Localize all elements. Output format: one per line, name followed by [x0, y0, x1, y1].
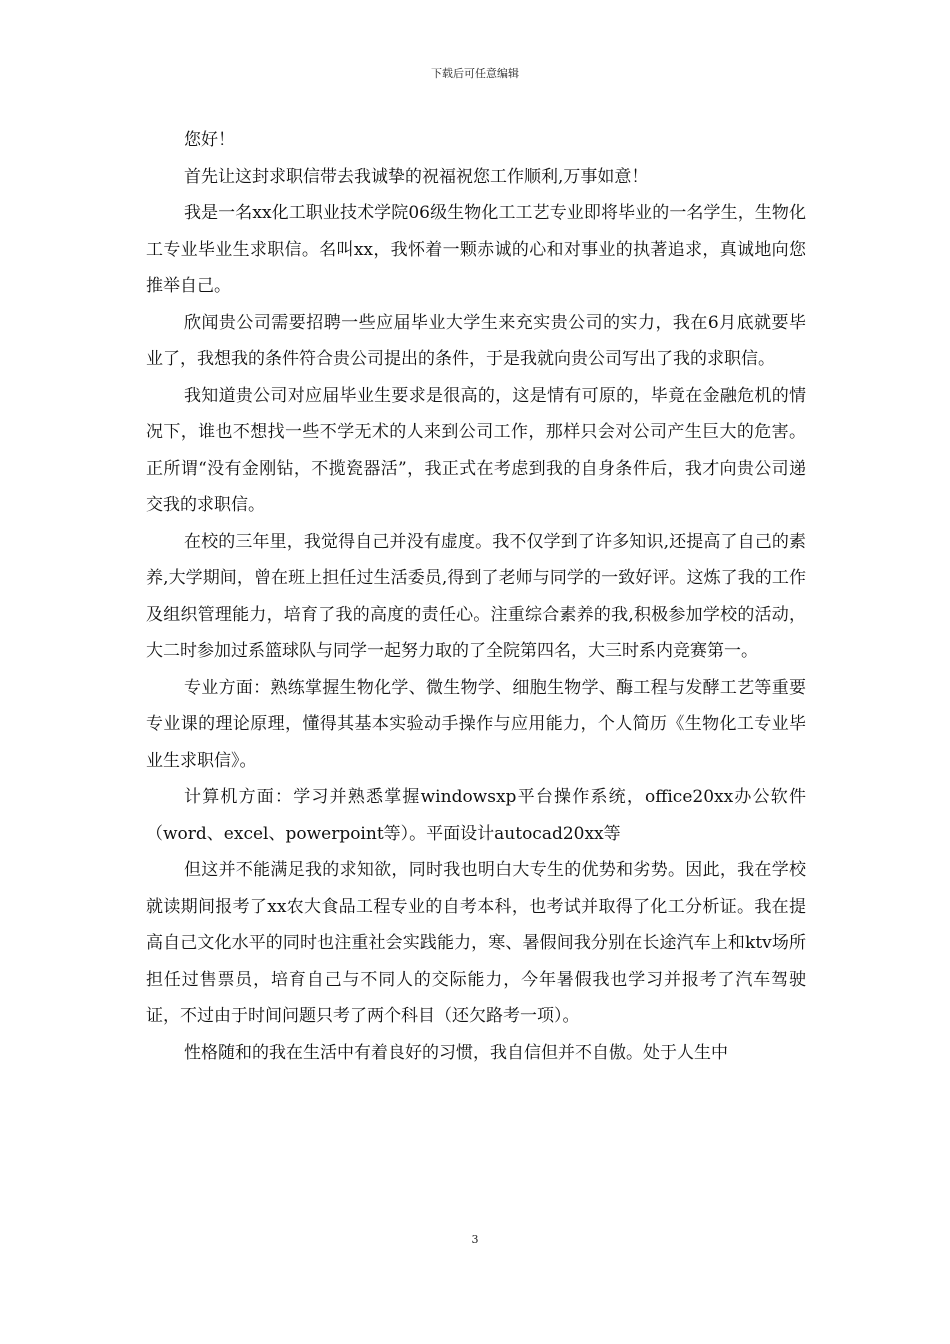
- paragraph-further-study: 但这并不能满足我的求知欲，同时我也明白大专生的优势和劣势。因此，我在学校就读期间报考了xx农大食品工程专业的自考本科，也考试并取得了化工分析证。我在提高自己文化水平的同时也注重社会实践能力，寒、暑假间我分别在长途汽车上和ktv场所担任过售票员，培育自己与不同人的交际能力，今年暑假我也学习并报考了汽车驾驶证，不过由于时间问题只考了两个科目（还欠路考一项）。: [146, 860, 806, 1026]
- paragraph-professional-skills: 专业方面：熟练掌握生物化学、微生物学、细胞生物学、酶工程与发酵工艺等重要专业课的理论原理，懂得其基本实验动手操作与应用能力，个人简历《生物化工专业毕业生求职信》。: [146, 677, 806, 771]
- paragraph-requirements: 我知道贵公司对应届毕业生要求是很高的，这是情有可原的，毕竟在金融危机的情况下，谁也不想找一些不学无术的人来到公司工作，那样只会对公司产生巨大的危害。正所谓“没有金刚钻，不揽瓷器活”，我正式在考虑到我的自身条件后，我才向贵公司递交我的求职信。: [146, 385, 806, 515]
- paragraph-personality: 性格随和的我在生活中有着良好的习惯，我自信但并不自傲。处于人生中: [184, 1042, 728, 1063]
- paragraph-computer-skills: 计算机方面：学习并熟悉掌握windowsxp平台操作系统，office20xx办公软件（word、excel、powerpoint等）。平面设计autocad20xx等: [146, 787, 806, 844]
- page-number: 3: [471, 1233, 479, 1246]
- paragraph-greeting: 您好！: [184, 130, 235, 150]
- paragraph-introduction: 我是一名xx化工职业技术学院06级生物化工工艺专业即将毕业的一名学生，生物化工专业毕业生求职信。名叫xx，我怀着一颗赤诚的心和对事业的执著追求，真诚地向您推举自己。: [146, 203, 806, 296]
- paragraph-wishes: 首先让这封求职信带去我诚挚的祝福祝您工作顺利,万事如意！: [184, 166, 649, 187]
- paragraph-motivation: 欣闻贵公司需要招聘一些应届毕业大学生来充实贵公司的实力，我在6月底就要毕业了，我想我的条件符合贵公司提出的条件，于是我就向贵公司写出了我的求职信。: [146, 312, 806, 369]
- paragraph-school-life: 在校的三年里，我觉得自己并没有虚度。我不仅学到了许多知识,还提高了自己的素养,大学期间，曾在班上担任过生活委员,得到了老师与同学的一致好评。这炼了我的工作及组织管理能力，培育了我的高度的责任心。注重综合素养的我,积极参加学校的活动，大二时参加过系篮球队与同学一起努力取的了全院第四名，大三时系内竞赛第一。: [146, 531, 806, 661]
- page-header: 下载后可任意编辑: [431, 67, 519, 80]
- letter-body: [146, 122, 806, 1071]
